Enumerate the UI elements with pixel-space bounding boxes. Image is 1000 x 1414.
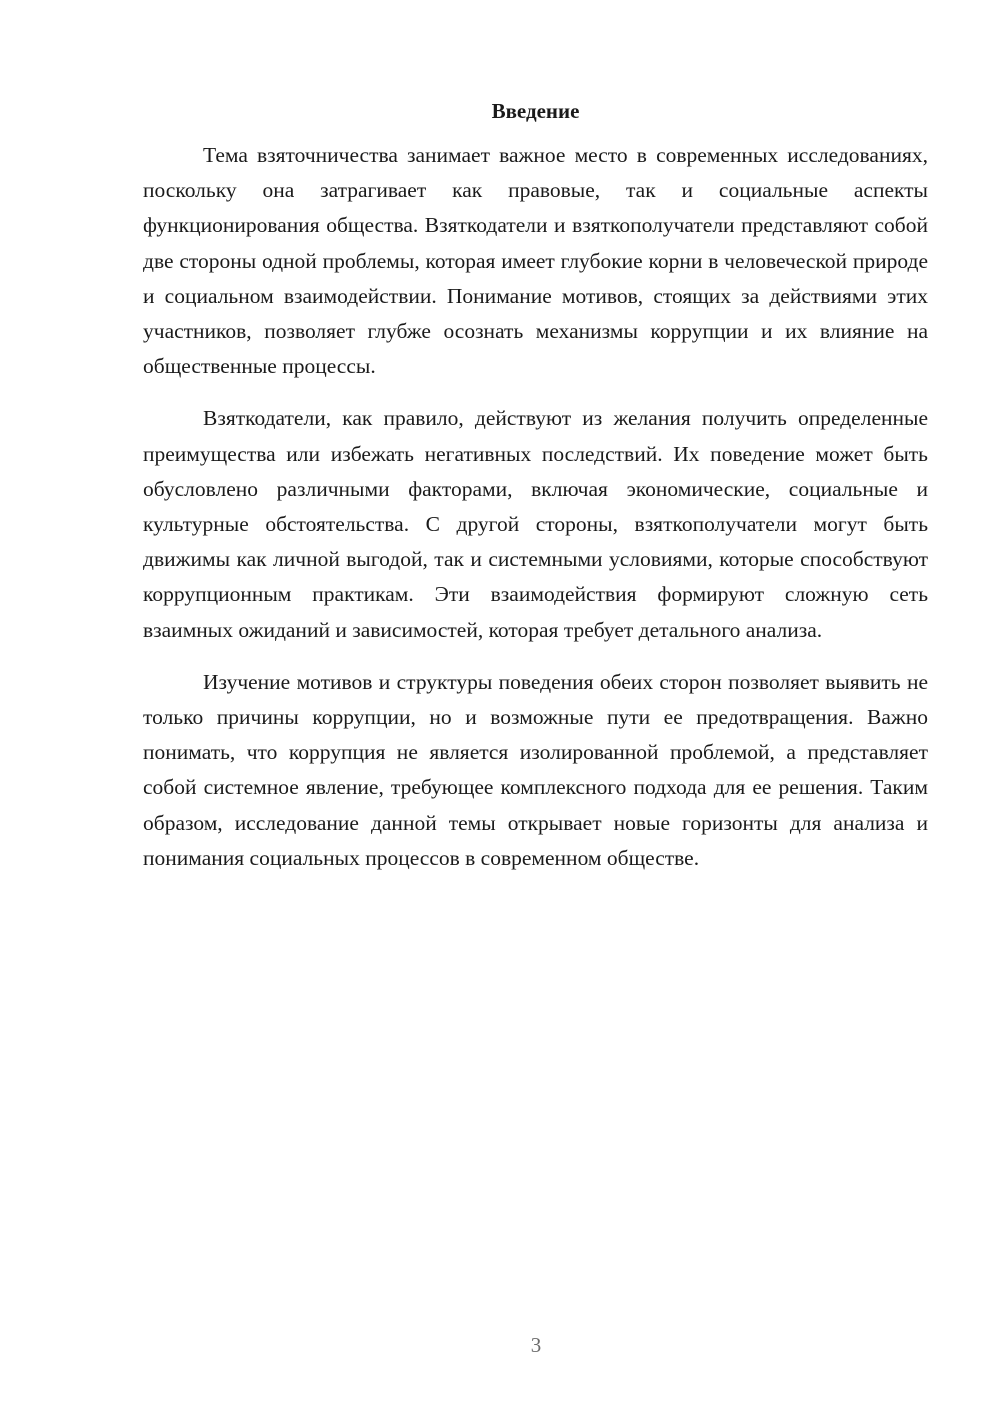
paragraph-3: Изучение мотивов и структуры поведения обеих сторон позволяет выявить не только причины коррупции, но и возможные пути ее предотвращения. Важно понимать, что коррупция не является изолированной проблемой, а представляет собой системное явление, требующее комплексного подхода для ее решения. Таким образом, исследование данной темы открывает новые горизонты для анализа и понимания социальных процессов в современном обществе. xyxy=(143,669,928,870)
section-heading: Введение xyxy=(491,99,580,123)
paragraph-2: Взяткодатели, как правило, действуют из желания получить определенные преимущества или избежать негативных последствий. Их поведение может быть обусловлено различными факторами, включая экономические, социальные и культурные обстоятельства. С другой стороны, взяткополучатели могут быть движимы как личной выгодой, так и системными условиями, которые способствуют коррупционным практикам. Эти взаимодействия формируют сложную сеть взаимных ожиданий и зависимостей, которая требует детального анализа. xyxy=(143,406,928,642)
page-number: 3 xyxy=(530,1333,542,1357)
page-content xyxy=(143,96,928,893)
paragraph-1: Тема взяточничества занимает важное место в современных исследованиях, поскольку она затрагивает как правовые, так и социальные аспекты функционирования общества. Взяткодатели и взяткополучатели представляют собой две стороны одной проблемы, которая имеет глубокие корни в человеческой природе и социальном взаимодействии. Понимание мотивов, стоящих за действиями этих участников, позволяет глубже осознать механизмы коррупции и их влияние на общественные процессы. xyxy=(143,143,928,379)
